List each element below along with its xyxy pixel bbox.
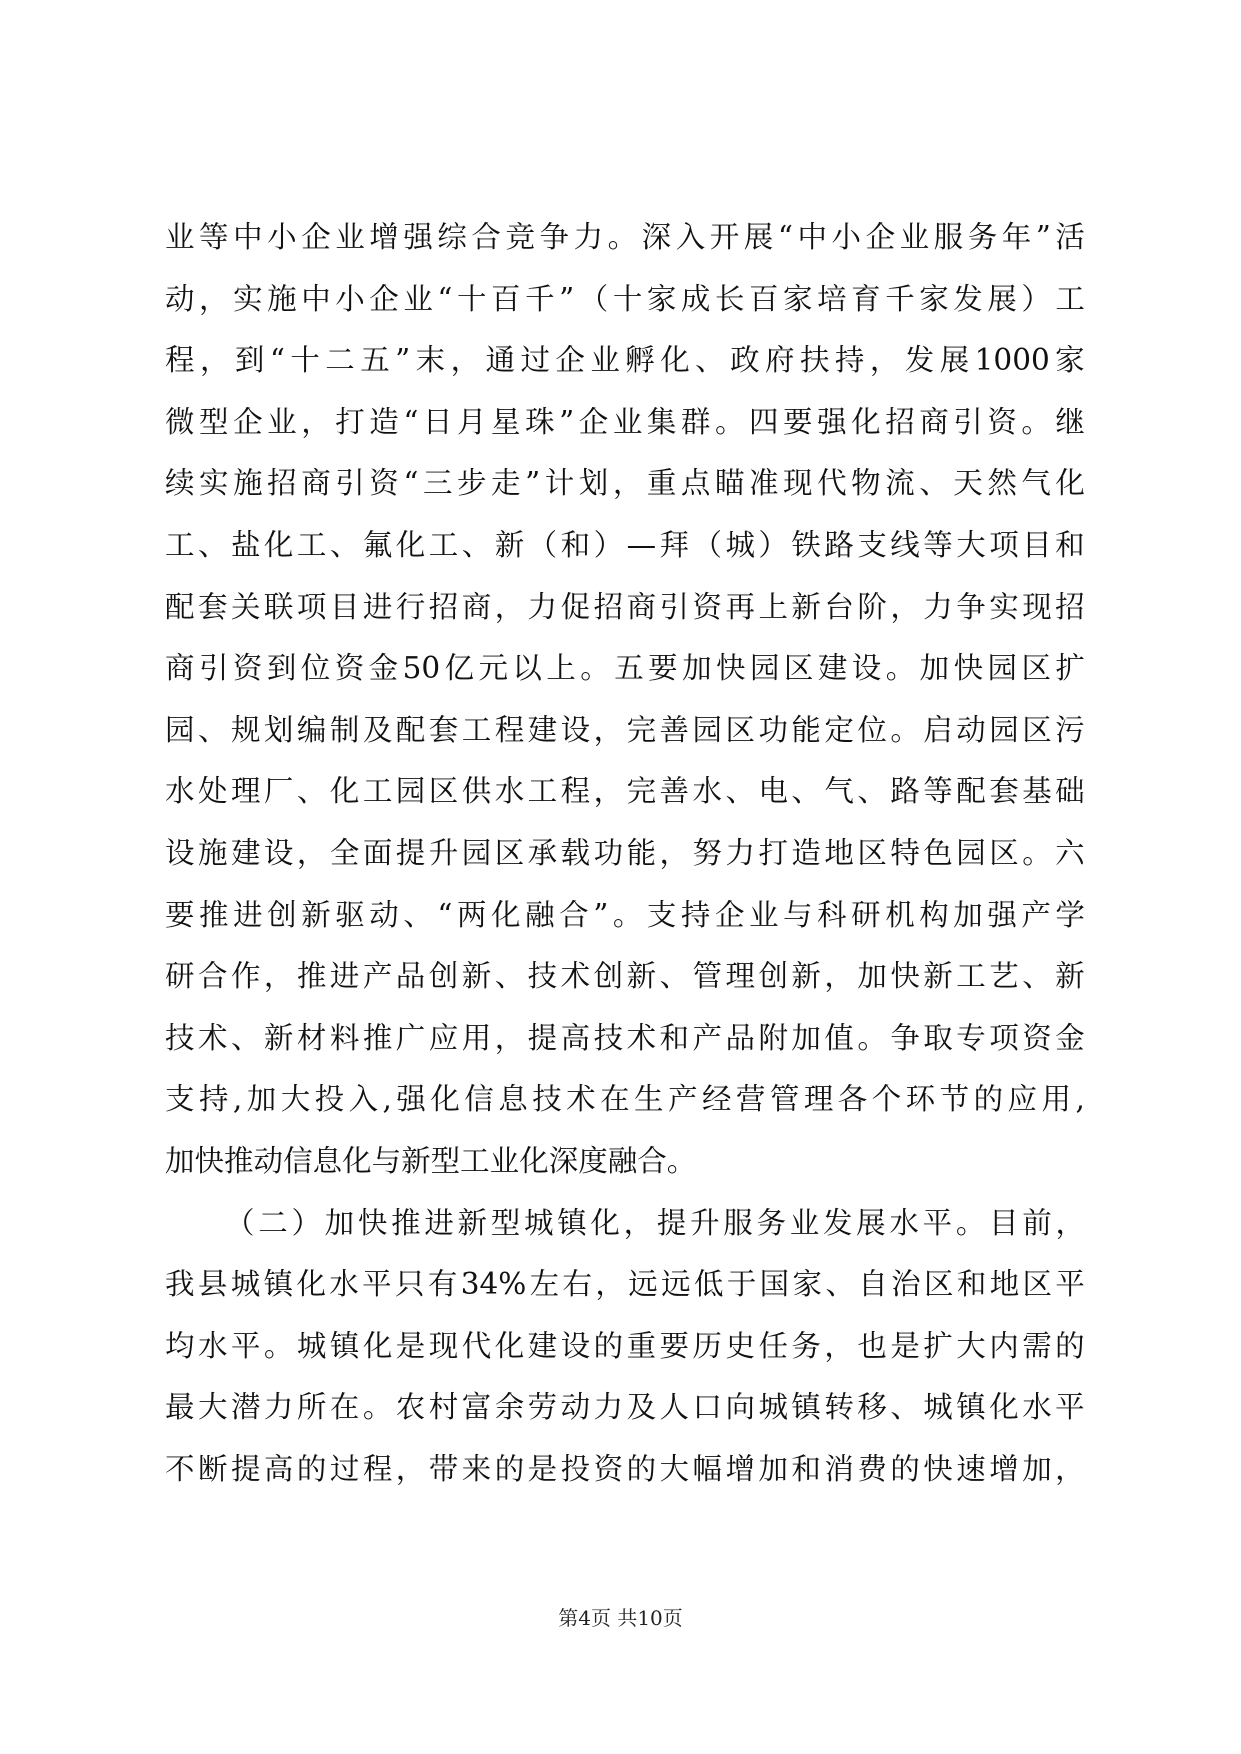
text-line: 我 县 城 镇 化 水 平 只 有 34% 左 右 ， 远 远 低 于 国 家 、 自 治 区 和 地 区 平	[165, 1267, 1085, 1302]
text-line: 设 施 建 设 ， 全 面 提 升 园 区 承 载 功 能 ， 努 力 打 造 地 区 特 色 园 区 。 六	[165, 835, 1085, 870]
text-line: 加 快 推 动 信 息 化 与 新 型 工 业 化 深 度 融 合 。	[165, 1143, 697, 1178]
text-line: （ 二 ） 加 快 推 进 新 型 城 镇 化 ， 提 升 服 务 业 发 展 水 平 。 目 前 ，	[225, 1205, 1085, 1240]
text-line: 技 术 、 新 材 料 推 广 应 用 ， 提 高 技 术 和 产 品 附 加 值 。 争 取 专 项 资 金	[165, 1020, 1085, 1055]
text-line: 支 持 , 加 大 投 入 , 强 化 信 息 技 术 在 生 产 经 营 管 理 各 个 环 节 的 应 用 ,	[165, 1082, 1085, 1117]
text-line: 程 ， 到 “ 十 二 五 ” 末 ， 通 过 企 业 孵 化 、 政 府 扶 持 ， 发 展 1000 家	[165, 343, 1085, 378]
text-line: 不 断 提 高 的 过 程 ， 带 来 的 是 投 资 的 大 幅 增 加 和 消 费 的 快 速 增 加 ，	[165, 1451, 1085, 1486]
text-line: 商 引 资 到 位 资 金 50 亿 元 以 上 。 五 要 加 快 园 区 建 设 。 加 快 园 区 扩	[165, 651, 1085, 686]
text-line: 业 等 中 小 企 业 增 强 综 合 竞 争 力 。 深 入 开 展 “ 中 小 企 业 服 务 年 ” 活	[165, 220, 1085, 254]
text-line: 要 推 进 创 新 驱 动 、 “ 两 化 融 合 ” 。 支 持 企 业 与 科 研 机 构 加 强 产 学	[165, 897, 1085, 932]
text-line: 工 、 盐 化 工 、 氟 化 工 、 新 （ 和 ） — 拜 （ 城 ） 铁 路 支 线 等 大 项 目 和	[165, 527, 1085, 562]
page-footer: 第4页 共10页	[558, 1606, 683, 1630]
text-line: 动 ， 实 施 中 小 企 业 “ 十 百 千 ” （ 十 家 成 长 百 家 培 育 千 家 发 展 ） 工	[165, 281, 1085, 316]
text-line: 最 大 潜 力 所 在 。 农 村 富 余 劳 动 力 及 人 口 向 城 镇 转 移 、 城 镇 化 水 平	[165, 1390, 1085, 1425]
text-line: 续 实 施 招 商 引 资 “ 三 步 走 ” 计 划 ， 重 点 瞄 准 现 代 物 流 、 天 然 气 化	[165, 466, 1085, 501]
text-line: 微 型 企 业 ， 打 造 “ 日 月 星 珠 ” 企 业 集 群 。 四 要 强 化 招 商 引 资 。 继	[165, 404, 1085, 439]
text-line: 研 合 作 ， 推 进 产 品 创 新 、 技 术 创 新 、 管 理 创 新 ， 加 快 新 工 艺 、 新	[165, 959, 1085, 994]
text-line: 配 套 关 联 项 目 进 行 招 商 ， 力 促 招 商 引 资 再 上 新 台 阶 ， 力 争 实 现 招	[165, 589, 1085, 624]
text-line: 园 、 规 划 编 制 及 配 套 工 程 建 设 ， 完 善 园 区 功 能 定 位 。 启 动 园 区 污	[165, 712, 1085, 747]
text-line: 水 处 理 厂 、 化 工 园 区 供 水 工 程 ， 完 善 水 、 电 、 气 、 路 等 配 套 基 础	[165, 774, 1085, 809]
body-text	[165, 207, 1085, 1500]
text-line: 均 水 平 。 城 镇 化 是 现 代 化 建 设 的 重 要 历 史 任 务 ， 也 是 扩 大 内 需 的	[165, 1328, 1085, 1363]
